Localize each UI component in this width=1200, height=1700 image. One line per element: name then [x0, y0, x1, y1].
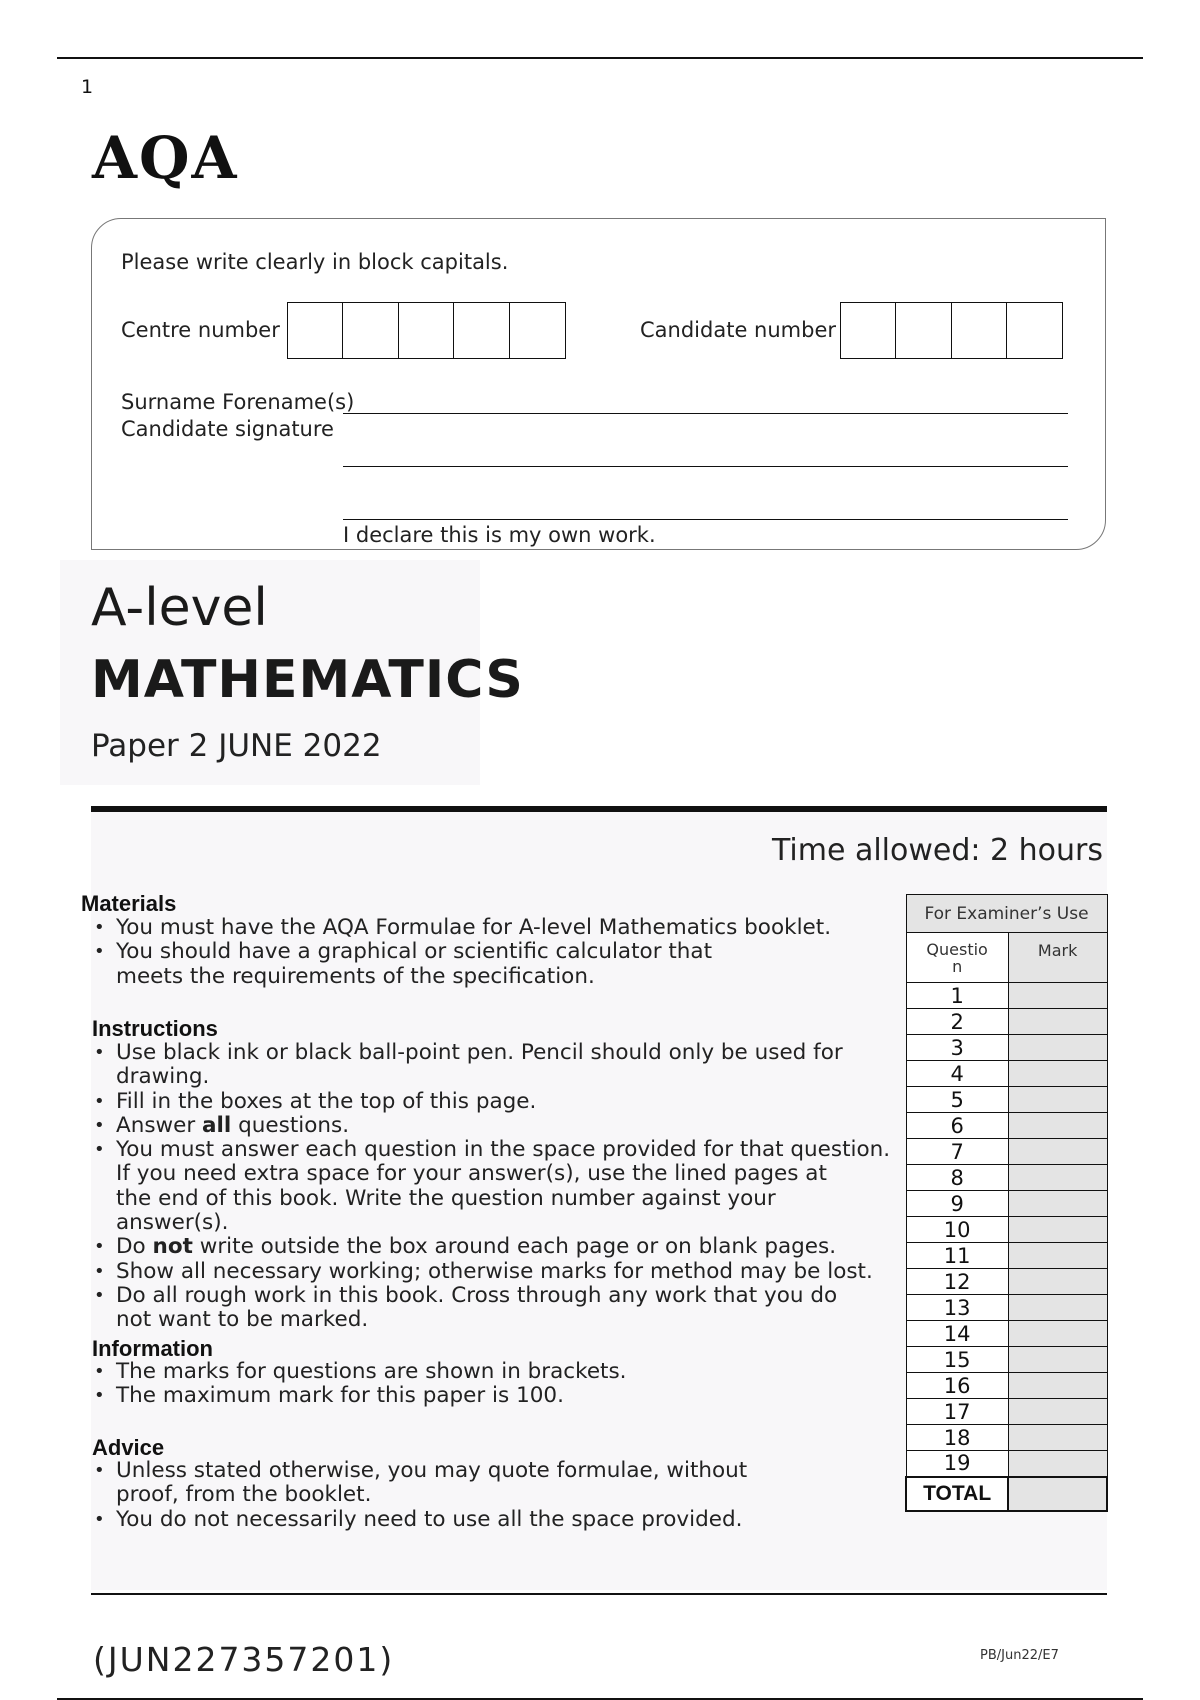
emphasis-all: all: [202, 1112, 232, 1138]
surname-line[interactable]: [343, 413, 1068, 414]
paper-code: (JUN227357201): [93, 1640, 395, 1679]
materials-heading: Materials: [81, 891, 177, 916]
examiner-use-table: [905, 894, 1108, 1512]
question-number-cell: 12: [906, 1269, 1008, 1295]
instructions-list: [92, 1041, 932, 1333]
question-number-cell: 6: [906, 1113, 1008, 1139]
centre-number-boxes: [288, 302, 566, 359]
table-row: [906, 1321, 1107, 1347]
candidate-number-digit[interactable]: [1006, 302, 1063, 359]
question-number-cell: 13: [906, 1295, 1008, 1321]
mark-cell[interactable]: [1008, 1373, 1107, 1399]
question-column-header: Questio n: [906, 933, 1008, 983]
mark-cell[interactable]: [1008, 1061, 1107, 1087]
forename-line[interactable]: [343, 466, 1068, 467]
table-row: [906, 1373, 1107, 1399]
table-row: [906, 1269, 1107, 1295]
question-number-cell: 16: [906, 1373, 1008, 1399]
aqa-logo: AQA: [92, 124, 239, 192]
answer-rest: questions.: [231, 1112, 350, 1138]
mark-cell[interactable]: [1008, 1425, 1107, 1451]
page-number: 1: [81, 76, 94, 98]
mark-cell[interactable]: [1008, 1009, 1107, 1035]
list-item: • Do all rough work in this book. Cross through any work that you do not want to be marked.: [92, 1284, 932, 1333]
centre-number-digit[interactable]: [453, 302, 510, 359]
table-row: [906, 1295, 1107, 1321]
question-number-cell: 17: [906, 1399, 1008, 1425]
table-row: [906, 1009, 1107, 1035]
list-item: [92, 1114, 932, 1138]
advice-heading: Advice: [92, 1435, 165, 1460]
question-number-cell: 11: [906, 1243, 1008, 1269]
emphasis-not: not: [152, 1234, 193, 1260]
candidate-number-digit[interactable]: [951, 302, 1008, 359]
list-item: • You must answer each question in the space provided for that question. If you need extra space for your answer(s), use the lined pages at the end of this book. Write the question number against your answer(s).: [92, 1138, 932, 1235]
mark-cell[interactable]: [1008, 983, 1107, 1009]
advice-list: [92, 1459, 892, 1532]
list-item: • The maximum mark for this paper is 100.: [92, 1384, 892, 1408]
centre-number-digit[interactable]: [509, 302, 566, 359]
information-heading: Information: [92, 1336, 213, 1361]
question-number-cell: 15: [906, 1347, 1008, 1373]
mark-cell[interactable]: [1008, 1451, 1107, 1477]
table-row: [906, 1113, 1107, 1139]
mark-cell[interactable]: [1008, 1321, 1107, 1347]
examiner-use-title: For Examiner’s Use: [906, 895, 1107, 933]
question-number-cell: 19: [906, 1451, 1008, 1477]
question-number-cell: 2: [906, 1009, 1008, 1035]
list-item: • Show all necessary working; otherwise marks for method may be lost.: [92, 1260, 932, 1284]
question-number-cell: 7: [906, 1139, 1008, 1165]
time-allowed: Time allowed: 2 hours: [771, 833, 1103, 868]
candidate-number-boxes: [841, 302, 1063, 359]
table-row: [906, 1191, 1107, 1217]
list-item: • You must have the AQA Formulae for A-level Mathematics booklet.: [92, 916, 912, 940]
candidate-number-digit[interactable]: [895, 302, 952, 359]
paper-title: Paper 2 JUNE 2022: [91, 728, 382, 764]
table-row: [906, 1035, 1107, 1061]
question-number-cell: 14: [906, 1321, 1008, 1347]
total-mark-cell[interactable]: [1008, 1477, 1107, 1511]
mark-cell[interactable]: [1008, 1295, 1107, 1321]
footer-rule: [91, 1593, 1107, 1595]
instructions-heading: Instructions: [92, 1016, 218, 1041]
centre-number-digit[interactable]: [342, 302, 399, 359]
list-item: • Fill in the boxes at the top of this page.: [92, 1090, 932, 1114]
question-number-cell: 3: [906, 1035, 1008, 1061]
do-text: Do: [116, 1234, 153, 1260]
mark-cell[interactable]: [1008, 1347, 1107, 1373]
question-number-cell: 10: [906, 1217, 1008, 1243]
question-number-cell: 18: [906, 1425, 1008, 1451]
table-row: [906, 1217, 1107, 1243]
mark-cell[interactable]: [1008, 1269, 1107, 1295]
question-rows: [906, 983, 1107, 1477]
candidate-number-digit[interactable]: [840, 302, 897, 359]
mark-cell[interactable]: [1008, 1399, 1107, 1425]
mark-cell[interactable]: [1008, 1243, 1107, 1269]
table-row: [906, 1165, 1107, 1191]
table-row: [906, 1347, 1107, 1373]
mark-cell[interactable]: [1008, 1113, 1107, 1139]
list-item: • You do not necessarily need to use all the space provided.: [92, 1508, 892, 1532]
block-capitals-instruction: Please write clearly in block capitals.: [121, 250, 509, 274]
list-item: [92, 1235, 932, 1259]
table-row: [906, 1061, 1107, 1087]
total-label: TOTAL: [906, 1477, 1008, 1511]
mark-cell[interactable]: [1008, 1035, 1107, 1061]
list-item: • Use black ink or black ball-point pen. Pencil should only be used for drawing.: [92, 1041, 932, 1090]
list-item: • Unless stated otherwise, you may quote formulae, without proof, from the booklet.: [92, 1459, 892, 1508]
list-item: • The marks for questions are shown in brackets.: [92, 1360, 892, 1384]
centre-number-digit[interactable]: [287, 302, 344, 359]
table-row: [906, 1451, 1107, 1477]
question-number-cell: 5: [906, 1087, 1008, 1113]
qualification-level: A-level: [91, 578, 268, 638]
signature-line[interactable]: [343, 519, 1068, 520]
question-number-cell: 8: [906, 1165, 1008, 1191]
question-number-cell: 9: [906, 1191, 1008, 1217]
materials-list: [92, 916, 912, 989]
question-number-cell: 1: [906, 983, 1008, 1009]
centre-number-digit[interactable]: [398, 302, 455, 359]
do-not-rest: write outside the box around each page or on blank pages.: [192, 1234, 837, 1260]
paper-reference: PB/Jun22/E7: [980, 1648, 1059, 1663]
mark-cell[interactable]: [1008, 1139, 1107, 1165]
table-row: [906, 1399, 1107, 1425]
list-item: • You should have a graphical or scientific calculator that meets the requirements of the specification.: [92, 940, 912, 989]
table-row: [906, 1139, 1107, 1165]
information-list: [92, 1360, 892, 1409]
top-rule: [57, 57, 1143, 59]
candidate-number-label: Candidate number: [640, 318, 836, 342]
mark-column-header: Mark: [1008, 933, 1107, 983]
table-row: [906, 1243, 1107, 1269]
mark-cell[interactable]: [1008, 1165, 1107, 1191]
centre-number-label: Centre number: [121, 318, 280, 342]
mark-cell[interactable]: [1008, 1087, 1107, 1113]
table-row: [906, 1425, 1107, 1451]
candidate-signature-label: Candidate signature: [121, 417, 334, 441]
question-number-cell: 4: [906, 1061, 1008, 1087]
mark-cell[interactable]: [1008, 1191, 1107, 1217]
mark-cell[interactable]: [1008, 1217, 1107, 1243]
table-row: [906, 1087, 1107, 1113]
declaration-text: I declare this is my own work.: [343, 523, 656, 547]
surname-forename-label: Surname Forename(s): [121, 390, 355, 414]
table-row: [906, 983, 1107, 1009]
answer-text: Answer: [116, 1112, 203, 1138]
subject-title: MATHEMATICS: [91, 650, 524, 710]
